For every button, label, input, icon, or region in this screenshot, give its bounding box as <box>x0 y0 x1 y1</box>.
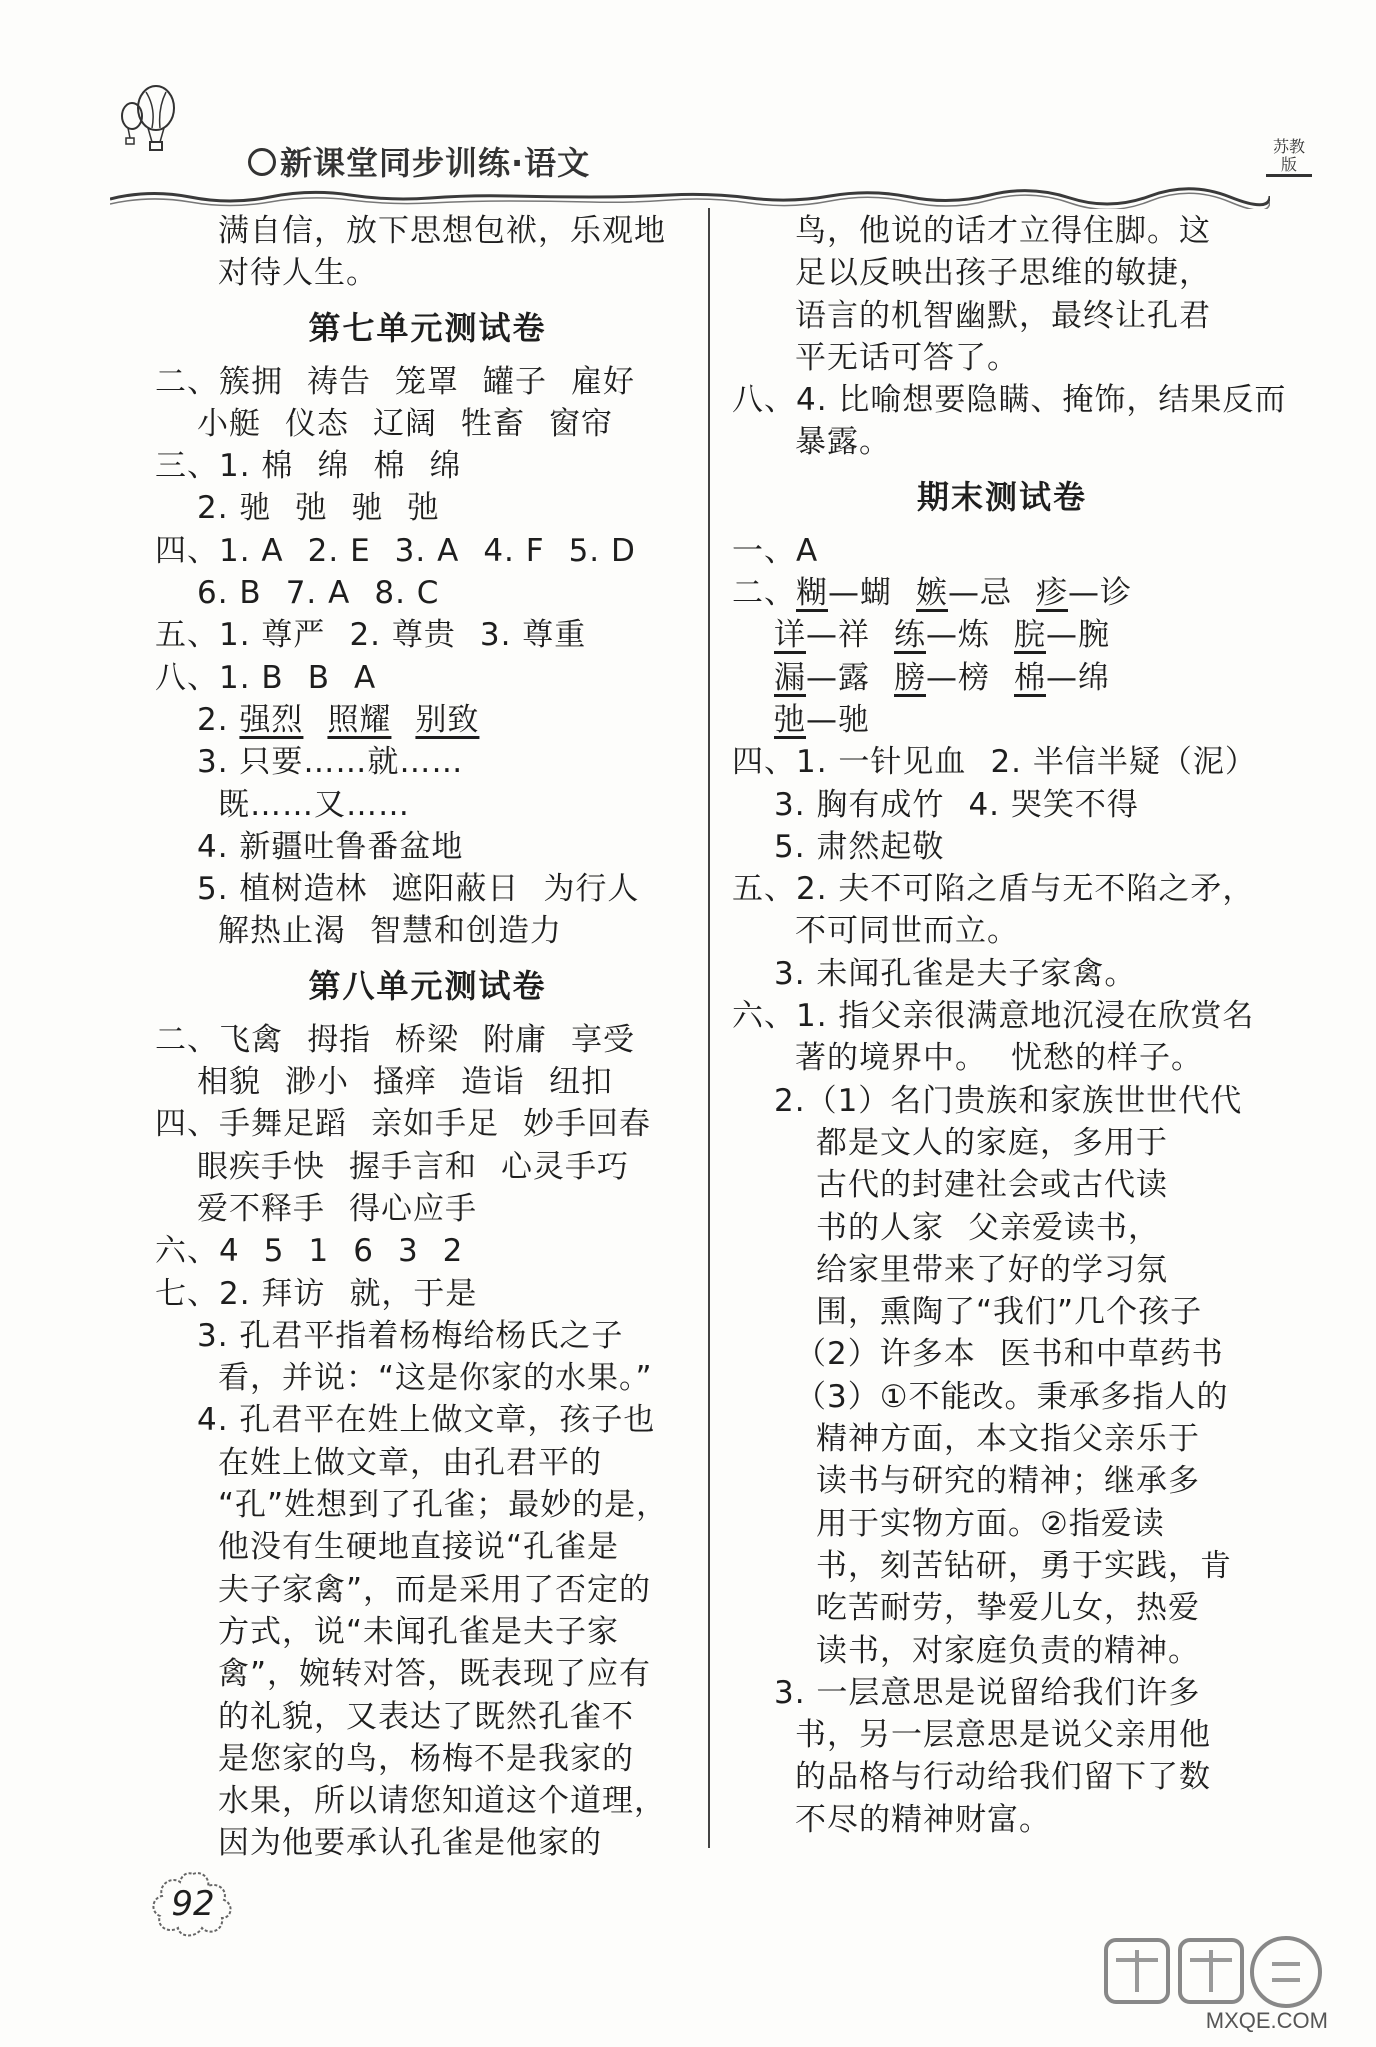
answer-text: 祷告 <box>307 363 371 400</box>
answer-line <box>155 614 700 656</box>
answer-text: —榜 <box>926 659 990 696</box>
answer-text: 三、1. 棉 <box>155 448 294 485</box>
answer-text: 4. 孔君平在姓上做文章，孩子也 <box>197 1402 656 1439</box>
answer-line <box>732 1587 1272 1629</box>
answer-text: 足以反映出孩子思维的敏捷， <box>795 255 1211 292</box>
answer-text: 亲如手足 <box>371 1106 499 1143</box>
answer-line <box>155 1273 700 1315</box>
answer-text: 2. 驰 <box>197 490 272 527</box>
answer-text: 渺小 <box>285 1064 349 1101</box>
answer-text: 一、A <box>732 532 819 569</box>
answer-text: 四、1. A <box>155 532 284 569</box>
answer-text: —蝴 <box>828 575 892 612</box>
answer-text: —忌 <box>948 575 1012 612</box>
answer-line <box>155 868 700 910</box>
answer-text: 四、手舞足蹈 <box>155 1106 347 1143</box>
answer-line <box>732 1672 1272 1714</box>
answer-text: 8. C <box>374 575 440 612</box>
answer-text: 2 <box>442 1233 464 1270</box>
answer-line <box>155 1103 700 1145</box>
answer-text: 5. D <box>568 532 636 569</box>
answer-line <box>732 1037 1272 1079</box>
section-title: 第八单元测试卷 <box>308 966 547 1005</box>
answer-line <box>732 699 1272 741</box>
answer-text: 2. <box>197 701 240 738</box>
underlined-text: 详 <box>774 617 806 654</box>
answer-text: 3. A <box>394 532 460 569</box>
answer-line <box>155 1653 700 1695</box>
answer-line <box>155 784 700 826</box>
answer-text: 平无话可答了。 <box>795 339 1019 376</box>
answer-line <box>732 1333 1272 1375</box>
answer-text: 不尽的精神财富。 <box>795 1801 1051 1838</box>
answer-text: 4. 新疆吐鲁番盆地 <box>197 828 464 865</box>
answer-text: 辽阔 <box>373 405 437 442</box>
answer-text: 水果，所以请您知道这个道理， <box>218 1783 666 1820</box>
answer-text: 5. 肃然起敬 <box>774 828 945 865</box>
answer-line <box>155 1526 700 1568</box>
underlined-text: 练 <box>894 617 926 654</box>
circle-bullet-icon <box>248 148 276 176</box>
answer-line <box>155 487 700 529</box>
answer-text: A <box>353 659 377 696</box>
answer-text: 1 <box>308 1233 330 1270</box>
answer-text: 6 <box>353 1233 374 1270</box>
answer-text: 医书和中草药书 <box>999 1336 1224 1373</box>
answer-line <box>155 1442 700 1484</box>
underlined-text: 别致 <box>415 701 480 738</box>
section-title: 期末测试卷 <box>916 477 1087 516</box>
answer-text: 搔痒 <box>373 1064 437 1101</box>
answer-text: 看，并说：“这是你家的水果。” <box>218 1360 653 1397</box>
answer-line <box>155 361 700 403</box>
answer-text: 享受 <box>571 1021 635 1058</box>
page-number: 92 <box>171 1884 215 1924</box>
answer-text: 为行人 <box>543 871 640 908</box>
underlined-text: 棉 <box>1014 659 1046 696</box>
answer-text: 5 <box>263 1233 285 1270</box>
answer-line <box>155 572 700 614</box>
answer-text: 八、4. 比喻想要隐瞒、掩饰，结果反而 <box>732 382 1287 419</box>
answer-text: 禽”，婉转对答，既表现了应有 <box>218 1656 652 1693</box>
answer-text: 棉 <box>373 448 406 485</box>
answer-text: 3. 未闻孔雀是夫子家禽。 <box>774 955 1137 992</box>
answer-text: 弛 <box>295 490 328 527</box>
answer-text: 2. 半信半疑（泥） <box>990 744 1257 781</box>
answer-text: 得心应手 <box>349 1190 477 1227</box>
answer-line <box>155 530 700 572</box>
answer-text: 心灵手巧 <box>501 1148 629 1185</box>
answer-line <box>155 826 700 868</box>
answer-line <box>732 868 1272 910</box>
answer-text: 因为他要承认孔雀是他家的 <box>218 1825 602 1862</box>
answer-text: 吃苦耐劳，挚爱儿女，热爱 <box>816 1590 1200 1627</box>
answer-text: 就，于是 <box>349 1275 478 1312</box>
answer-line <box>155 210 700 252</box>
underlined-text: 照耀 <box>327 701 392 738</box>
answer-text: 笼罩 <box>395 363 459 400</box>
answer-text: 弛 <box>407 490 440 527</box>
answer-line <box>155 741 700 783</box>
answer-text: 3. 孔君平指着杨梅给杨氏之子 <box>197 1317 624 1354</box>
answer-text: 忧愁的样子。 <box>1011 1040 1203 1077</box>
answer-line <box>732 1545 1272 1587</box>
answer-text: 八、1. B <box>155 659 284 696</box>
answer-line <box>732 1756 1272 1798</box>
answer-line <box>155 1188 700 1230</box>
answer-text: 4. 哭笑不得 <box>968 786 1139 823</box>
answer-text: 解热止渴 <box>218 913 346 950</box>
answer-text: 满自信，放下思想包袱，乐观地 <box>218 213 666 249</box>
answer-text: 读书，对家庭负责的精神。 <box>816 1632 1200 1669</box>
answer-line <box>732 1460 1272 1502</box>
answer-line <box>732 1714 1272 1756</box>
answer-text: 3. 胸有成竹 <box>774 786 945 823</box>
answer-line <box>155 1484 700 1526</box>
answer-text: 语言的机智幽默，最终让孔君 <box>795 297 1211 334</box>
answer-text: —露 <box>806 659 870 696</box>
answer-line <box>732 1080 1272 1122</box>
answer-text: 3. 尊重 <box>479 617 587 654</box>
answer-line <box>155 1357 700 1399</box>
answer-line <box>732 1207 1272 1249</box>
answer-text: 驰 <box>351 490 384 527</box>
answer-text: 窗帘 <box>549 405 613 442</box>
answer-text: 4. F <box>483 532 545 569</box>
answer-text: 五、2. 夫不可陷之盾与无不陷之矛， <box>732 871 1255 908</box>
underlined-text: 疹 <box>1036 575 1068 612</box>
series-title <box>248 138 590 184</box>
answer-text: 精神方面，本文指父亲乐于 <box>816 1421 1200 1458</box>
answer-text: 著的境界中。 <box>795 1040 987 1077</box>
answer-text: 2. E <box>307 532 371 569</box>
answer-line <box>732 826 1272 868</box>
answer-text: 七、2. 拜访 <box>155 1275 326 1312</box>
answer-line <box>732 1418 1272 1460</box>
underlined-text: 脘 <box>1014 617 1046 654</box>
answer-text: 小艇 <box>197 405 261 442</box>
answer-text: —炼 <box>926 617 990 654</box>
answer-text: 爱不释手 <box>197 1190 325 1227</box>
answer-line <box>732 1503 1272 1545</box>
answer-text: 二、飞禽 <box>155 1021 283 1058</box>
answer-line <box>732 379 1287 421</box>
answer-line <box>732 252 1272 294</box>
answer-line <box>155 657 700 699</box>
right-column <box>732 210 1287 1841</box>
answer-line <box>732 295 1272 337</box>
series-title-text: 新课堂同步训练·语文 <box>280 144 591 182</box>
answer-text: 鸟，他说的话才立得住脚。这 <box>795 213 1211 249</box>
answer-line <box>155 910 700 952</box>
answer-text: 仪态 <box>285 405 349 442</box>
answer-text: 他没有生硬地直接说“孔雀是 <box>218 1529 620 1566</box>
underlined-text: 膀 <box>894 659 926 696</box>
answer-line <box>732 995 1272 1037</box>
answer-text: 造诣 <box>461 1064 525 1101</box>
answer-text: 眼疾手快 <box>197 1148 325 1185</box>
answer-text: —绵 <box>1046 659 1110 696</box>
answer-text: 牲畜 <box>461 405 525 442</box>
answer-line <box>732 210 1272 252</box>
answer-text: 夫子家禽”，而是采用了否定的 <box>218 1571 652 1608</box>
answer-line <box>732 657 1272 699</box>
answer-line <box>732 1164 1272 1206</box>
answer-text: 围，熏陶了“我们”几个孩子 <box>816 1294 1203 1331</box>
answer-text: —驰 <box>806 701 870 738</box>
answer-text: “孔”姓想到了孔雀；最妙的是， <box>218 1487 669 1524</box>
answer-text: 父亲爱读书， <box>968 1209 1160 1246</box>
underlined-text: 嫉 <box>916 575 948 612</box>
answer-text: 方式，说“未闻孔雀是夫子家 <box>218 1613 620 1650</box>
section-title: 第七单元测试卷 <box>308 308 547 347</box>
page-number-badge <box>148 1868 238 1940</box>
answer-line <box>155 1061 700 1103</box>
answer-text: 握手言和 <box>349 1148 477 1185</box>
answer-text: 绵 <box>317 448 350 485</box>
watermark-url: MXQE.COM <box>1205 2008 1328 2033</box>
answer-line <box>155 1780 700 1822</box>
answer-text: 六、4 <box>155 1233 240 1270</box>
answer-text: 书的人家 <box>816 1209 944 1246</box>
answer-line <box>732 1630 1272 1672</box>
answer-text: 2.（1）名门贵族和家族世世代代 <box>774 1082 1243 1119</box>
answer-line <box>732 910 1272 952</box>
answer-text: 的礼貌，又表达了既然孔雀不 <box>218 1698 634 1735</box>
answer-line <box>732 1799 1272 1841</box>
answer-line <box>155 1019 700 1061</box>
answer-line <box>155 699 700 741</box>
answer-text: 妙手回春 <box>523 1106 651 1143</box>
answer-text: 给家里带来了好的学习氛 <box>816 1251 1168 1288</box>
answer-text: 附庸 <box>483 1021 547 1058</box>
answer-text: 用于实物方面。②指爱读 <box>816 1505 1165 1542</box>
answer-line <box>732 421 1272 463</box>
answer-text: B <box>307 659 330 696</box>
answer-line <box>732 953 1272 995</box>
underlined-text: 弛 <box>774 701 806 738</box>
answer-line <box>732 1376 1272 1418</box>
answer-text: 2. 尊贵 <box>349 617 456 654</box>
answer-text: 雇好 <box>571 363 635 400</box>
answer-line <box>732 572 1272 614</box>
answer-text: 桥梁 <box>395 1021 459 1058</box>
answer-line <box>732 1122 1272 1164</box>
answer-line <box>155 1611 700 1653</box>
answer-line <box>155 445 700 487</box>
answer-text: 5. 植树造林 <box>197 871 368 908</box>
answer-text: 3. 只要……就…… <box>197 744 464 781</box>
answer-text: 五、1. 尊严 <box>155 617 326 654</box>
page-header <box>0 0 1376 230</box>
answer-line <box>155 403 700 445</box>
answer-line <box>155 252 700 294</box>
answer-text: 遮阳蔽日 <box>391 871 520 908</box>
answer-text: 拇指 <box>307 1021 371 1058</box>
answer-text: 读书与研究的精神；继承多 <box>816 1463 1200 1500</box>
hot-air-balloon-icon <box>118 80 188 160</box>
answer-text: 罐子 <box>483 363 547 400</box>
answer-line <box>732 784 1272 826</box>
answer-text: 书，另一层意思是说父亲用他 <box>795 1717 1211 1754</box>
answer-text: 在姓上做文章，由孔君平的 <box>218 1444 602 1481</box>
answer-text: 3. 一层意思是说留给我们许多 <box>774 1674 1201 1711</box>
answer-text: 绵 <box>429 448 462 485</box>
answer-text: 暴露。 <box>795 424 891 461</box>
answer-text: 四、1. 一针见血 <box>732 744 967 781</box>
answer-line <box>732 1249 1272 1291</box>
answer-text: 相貌 <box>197 1064 261 1101</box>
answer-line <box>155 1399 700 1441</box>
answer-text: 是您家的鸟，杨梅不是我家的 <box>218 1740 634 1777</box>
answer-text: 6. B <box>197 575 262 612</box>
answer-line <box>155 1569 700 1611</box>
answer-text: —腕 <box>1046 617 1110 654</box>
answer-text: 不可同世而立。 <box>795 913 1019 950</box>
answer-text: 书，刻苦钻研，勇于实践，肯 <box>816 1547 1232 1584</box>
answer-line <box>155 1822 700 1864</box>
underlined-text: 糊 <box>796 575 828 612</box>
answer-line <box>732 337 1272 379</box>
answer-text: 古代的封建社会或古代读 <box>816 1167 1168 1204</box>
answer-text: 纽扣 <box>549 1064 613 1101</box>
answer-line <box>732 1291 1272 1333</box>
answer-text: 六、1. 指父亲很满意地沉浸在欣赏名 <box>732 998 1255 1035</box>
answer-text: —祥 <box>806 617 870 654</box>
answer-text: 7. A <box>285 575 351 612</box>
answer-text: 的品格与行动给我们留下了数 <box>795 1759 1211 1796</box>
answer-line <box>732 741 1272 783</box>
answer-text: 对待人生。 <box>218 255 378 292</box>
answer-text: 既……又…… <box>218 786 410 823</box>
answer-line <box>155 1315 700 1357</box>
answer-line <box>155 1696 700 1738</box>
answer-text: （3）①不能改。秉承多指人的 <box>795 1378 1229 1415</box>
answer-line <box>732 530 1272 572</box>
underlined-text: 强烈 <box>239 701 304 738</box>
answer-text: —诊 <box>1068 575 1132 612</box>
answer-line <box>155 1738 700 1780</box>
header-wavy-rule <box>110 185 1270 209</box>
answer-text: （2）许多本 <box>795 1336 976 1373</box>
answer-line <box>732 614 1272 656</box>
underlined-text: 漏 <box>774 659 806 696</box>
answer-line <box>155 1146 700 1188</box>
answer-text: 3 <box>397 1233 419 1270</box>
edition-mark: 苏教版 <box>1266 138 1312 177</box>
left-column <box>155 210 700 1865</box>
column-divider <box>708 208 710 1848</box>
answer-line <box>155 1230 700 1272</box>
answer-text: 二、 <box>732 575 796 612</box>
answer-text: 都是文人的家庭，多用于 <box>816 1124 1168 1161</box>
answer-text: 二、簇拥 <box>155 363 283 400</box>
answer-text: 智慧和创造力 <box>370 913 562 950</box>
